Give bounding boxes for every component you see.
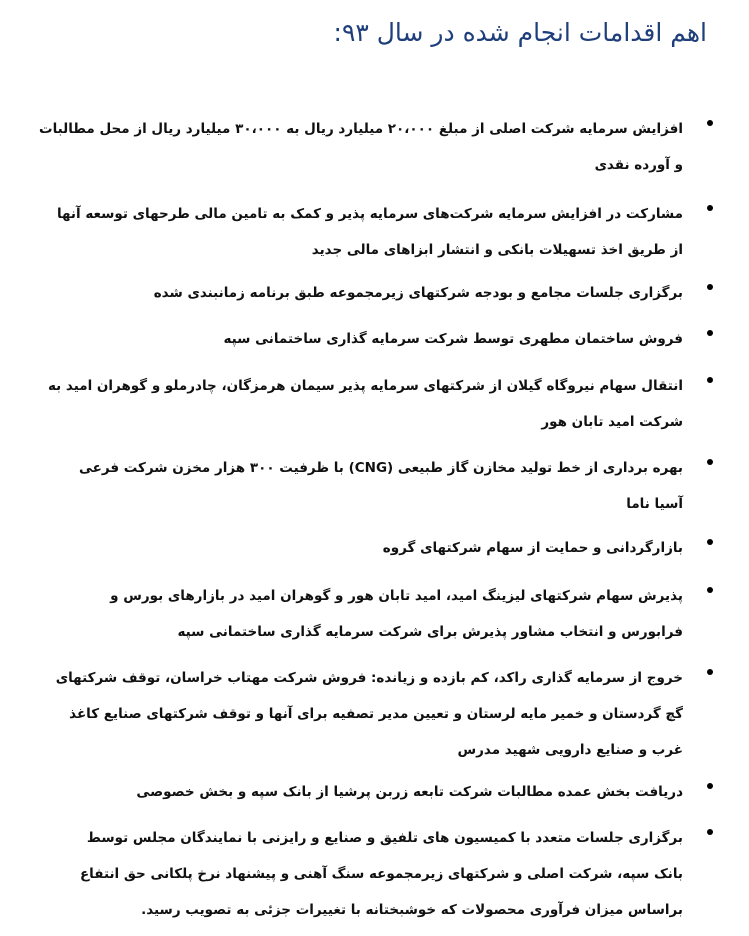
bullet-icon: [707, 330, 713, 336]
list-item: [80, 820, 711, 928]
list-item: [383, 530, 711, 566]
list-item: [223, 321, 711, 357]
list-item-text: مشارکت در افزایش سرمایه شرکت‌های سرمایه پذیر و کمک به تامین مالی طرحهای توسعه آنها از طریق اخذ تسهیلات بانکی و انتشار ابزاهای مالی جدید: [56, 206, 683, 258]
list-item-text: خروج از سرمایه گذاری راکد، کم بازده و زیانده: فروش شرکت مهتاب خراسان، توقف شرکتهای گچ گردستان و خمیر مایه لرستان و تعیین مدیر تصفیه برای آنها و توقف شرکتهای صنایع کاغذ غرب و صنایع دارویی شهید مدرس: [55, 670, 683, 758]
bullet-icon: [707, 459, 713, 465]
list-item: [48, 368, 711, 440]
bullet-icon: [707, 587, 713, 593]
bullet-icon: [707, 539, 713, 545]
list-item: [56, 660, 711, 768]
list-item-text: فروش ساختمان مطهری توسط شرکت سرمایه گذاری ساختمانی سپه: [223, 331, 683, 347]
list-item-text: انتقال سهام نیروگاه گیلان از شرکتهای سرمایه پذیر سیمان هرمزگان، چادرملو و گوهران امید به شرکت امید تابان هور: [47, 378, 683, 430]
bullet-icon: [707, 829, 713, 835]
bullet-icon: [707, 284, 713, 290]
list-item: [136, 774, 711, 810]
list-item-text: افزایش سرمایه شرکت اصلی از مبلغ ۲۰،۰۰۰ میلیارد ریال به ۳۰،۰۰۰ میلیارد ریال از محل مطالبات و آورده نقدی: [39, 121, 683, 173]
bullet-icon: [707, 783, 713, 789]
bullet-icon: [707, 205, 713, 211]
list-item: [154, 275, 711, 311]
list-item-text: دریافت بخش عمده مطالبات شرکت تابعه زربن پرشیا از بانک سپه و بخش خصوصی: [136, 784, 683, 800]
list-item: [39, 111, 711, 183]
list-item-text: بهره برداری از خط تولید مخازن گاز طبیعی (CNG) با ظرفیت ۳۰۰ هزار مخزن شرکت فرعی آسیا ناما: [78, 460, 683, 512]
list-item: [57, 196, 711, 268]
list-item: [110, 578, 711, 650]
list-item-text: پذیرش سهام شرکتهای لیزینگ امید، امید تابان هور و گوهران امید در بازارهای بورس و فرابورس و انتخاب مشاور پذیرش برای شرکت سرمایه گذاری ساختمانی سپه: [110, 588, 683, 640]
page-title: اهم اقدامات انجام شده در سال ۹۳:: [333, 18, 707, 47]
bullet-icon: [707, 669, 713, 675]
bullet-icon: [707, 120, 713, 126]
bullet-icon: [707, 377, 713, 383]
list-item-text: برگزاری جلسات مجامع و بودجه شرکتهای زیرمجموعه طبق برنامه زمانبندی شده: [153, 285, 683, 301]
list-item-text: برگزاری جلسات متعدد با کمیسیون های تلفیق و صنایع و رایزنی با نمایندگان مجلس توسط بانک سپه، شرکت اصلی و شرکتهای زیرمجموعه سنگ آهنی و پیشنهاد نرخ پلکانی حق انتفاع براساس میزان فرآوری محصولات که خوشبختانه با تغییرات جزئی به تصویب رسید.: [79, 830, 683, 918]
list-item: [79, 450, 711, 522]
list-item-text: بازارگردانی و حمایت از سهام شرکتهای گروه: [382, 540, 683, 556]
